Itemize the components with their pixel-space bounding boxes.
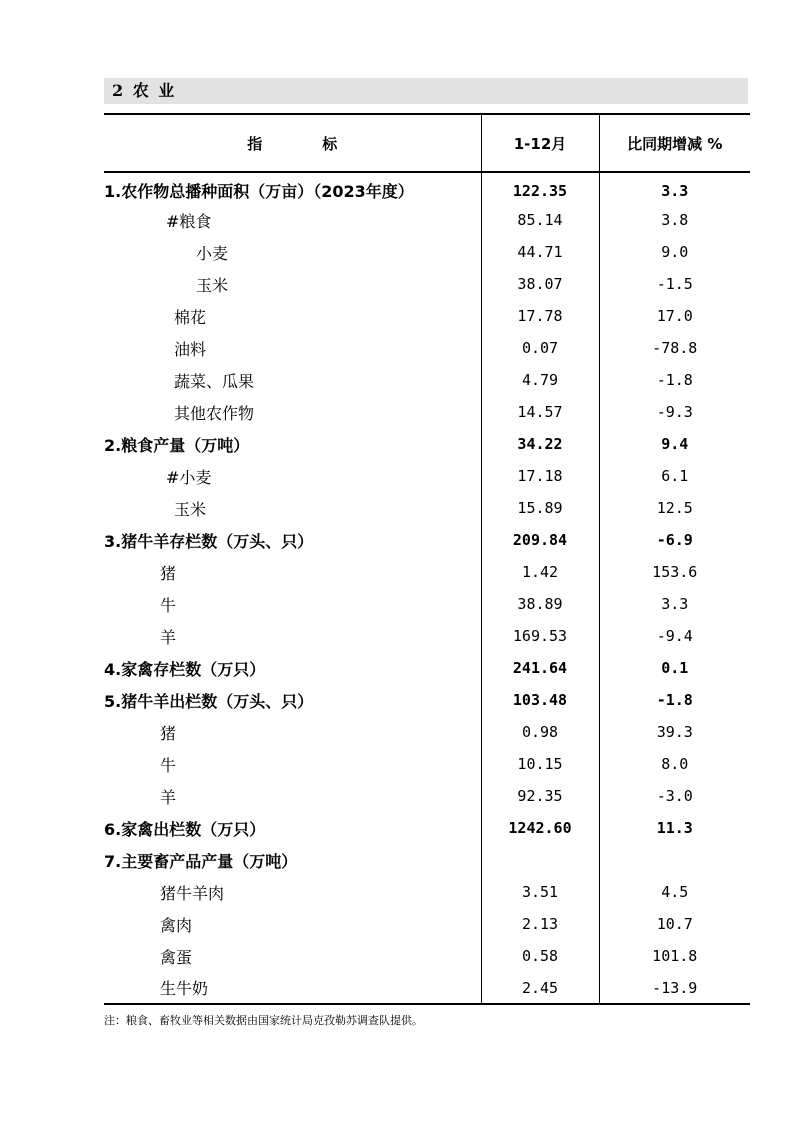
row-period-value: 0.07 <box>481 332 599 364</box>
row-change-value: 39.3 <box>656 723 693 741</box>
row-period-value: 0.98 <box>481 716 599 748</box>
row-change-value: 9.4 <box>661 435 689 453</box>
row-period-value: 38.89 <box>481 588 599 620</box>
row-indicator-name: 猪牛羊肉 <box>104 876 481 908</box>
row-indicator-name: #粮食 <box>104 204 481 236</box>
row-change-value: -1.8 <box>656 691 693 709</box>
row-indicator-name: 牛 <box>104 588 481 620</box>
row-indicator-name: 猪 <box>104 716 481 748</box>
table-row <box>104 428 750 460</box>
row-indicator-name: 生牛奶 <box>104 972 481 1004</box>
row-period-value: 14.57 <box>481 396 599 428</box>
row-period-value: 2.13 <box>481 908 599 940</box>
row-indicator-name: 棉花 <box>104 300 481 332</box>
table-row <box>104 524 750 556</box>
table-row <box>104 876 750 908</box>
table-row <box>104 204 750 236</box>
row-change-value: 17.0 <box>656 307 693 325</box>
header-period: 1-12月 <box>481 114 599 172</box>
row-indicator-name: 1.农作物总播种面积（万亩）（2023年度） <box>104 172 481 204</box>
table-row <box>104 780 750 812</box>
table-row <box>104 652 750 684</box>
table-row <box>104 940 750 972</box>
table-row <box>104 748 750 780</box>
header-change: 比同期增减 % <box>599 114 750 172</box>
table-row <box>104 172 750 204</box>
row-period-value: 241.64 <box>481 652 599 684</box>
row-period-value: 85.14 <box>481 204 599 236</box>
row-change-value: 11.3 <box>656 819 693 837</box>
table-row <box>104 684 750 716</box>
table-row <box>104 492 750 524</box>
row-change-value: -9.4 <box>656 627 693 645</box>
table-row <box>104 812 750 844</box>
row-indicator-name: 其他农作物 <box>104 396 481 428</box>
row-change-value: 12.5 <box>656 499 693 517</box>
row-period-value: 1.42 <box>481 556 599 588</box>
row-indicator-name: 小麦 <box>104 236 481 268</box>
row-indicator-name: #小麦 <box>104 460 481 492</box>
table-row <box>104 236 750 268</box>
table-row <box>104 908 750 940</box>
row-change-value: -1.5 <box>656 275 693 293</box>
row-period-value: 15.89 <box>481 492 599 524</box>
row-period-value: 1242.60 <box>481 812 599 844</box>
table-row <box>104 364 750 396</box>
row-change-value: 153.6 <box>652 563 698 581</box>
table-row <box>104 396 750 428</box>
row-change-value: 4.5 <box>661 883 689 901</box>
row-indicator-name: 禽肉 <box>104 908 481 940</box>
row-indicator-name: 4.家禽存栏数（万只） <box>104 652 481 684</box>
row-change-value: 0.1 <box>661 659 689 677</box>
table-row <box>104 844 750 876</box>
footnote: 注：粮食、畜牧业等相关数据由国家统计局克孜勒苏调查队提供。 <box>104 1014 423 1027</box>
row-indicator-name: 蔬菜、瓜果 <box>104 364 481 396</box>
row-change-value <box>599 844 750 876</box>
table-row <box>104 268 750 300</box>
row-indicator-name: 牛 <box>104 748 481 780</box>
table-row <box>104 460 750 492</box>
row-indicator-name: 2.粮食产量（万吨） <box>104 428 481 460</box>
row-indicator-name: 油料 <box>104 332 481 364</box>
table-row <box>104 972 750 1004</box>
row-indicator-name: 猪 <box>104 556 481 588</box>
row-period-value: 209.84 <box>481 524 599 556</box>
row-indicator-name: 玉米 <box>104 268 481 300</box>
row-indicator-name: 3.猪牛羊存栏数（万头、只） <box>104 524 481 556</box>
table-row <box>104 332 750 364</box>
row-indicator-name: 羊 <box>104 780 481 812</box>
row-change-value: -1.8 <box>656 371 693 389</box>
row-indicator-name: 5.猪牛羊出栏数（万头、只） <box>104 684 481 716</box>
row-period-value <box>481 844 599 876</box>
row-change-value: -6.9 <box>656 531 693 549</box>
table-row <box>104 588 750 620</box>
row-change-value: 3.8 <box>661 211 689 229</box>
row-period-value: 2.45 <box>481 972 599 1004</box>
row-change-value: 10.7 <box>656 915 693 933</box>
row-change-value: -78.8 <box>652 339 698 357</box>
row-period-value: 103.48 <box>481 684 599 716</box>
row-period-value: 3.51 <box>481 876 599 908</box>
row-change-value: -9.3 <box>656 403 693 421</box>
agriculture-table <box>104 113 750 1005</box>
row-change-value: 101.8 <box>652 947 698 965</box>
table-row <box>104 556 750 588</box>
row-change-value: 6.1 <box>661 467 689 485</box>
row-period-value: 44.71 <box>481 236 599 268</box>
table-body <box>104 172 750 1004</box>
section-title: 2 农 业 <box>104 78 748 104</box>
row-indicator-name: 羊 <box>104 620 481 652</box>
table-row <box>104 620 750 652</box>
row-change-value: -13.9 <box>599 972 750 1004</box>
row-period-value: 17.78 <box>481 300 599 332</box>
row-change-value: 3.3 <box>661 595 689 613</box>
row-change-value: 8.0 <box>661 755 689 773</box>
row-indicator-name: 禽蛋 <box>104 940 481 972</box>
row-period-value: 38.07 <box>481 268 599 300</box>
row-change-value: 9.0 <box>661 243 689 261</box>
row-indicator-name: 玉米 <box>104 492 481 524</box>
row-period-value: 92.35 <box>481 780 599 812</box>
row-indicator-name: 6.家禽出栏数（万只） <box>104 812 481 844</box>
row-period-value: 17.18 <box>481 460 599 492</box>
row-period-value: 169.53 <box>481 620 599 652</box>
row-change-value: 3.3 <box>661 181 689 200</box>
row-period-value: 4.79 <box>481 364 599 396</box>
row-change-value: -3.0 <box>656 787 693 805</box>
row-period-value: 34.22 <box>481 428 599 460</box>
table-header-row <box>104 114 750 172</box>
row-period-value: 122.35 <box>481 172 599 204</box>
row-period-value: 0.58 <box>481 940 599 972</box>
row-indicator-name: 7.主要畜产品产量（万吨） <box>104 844 481 876</box>
row-period-value: 10.15 <box>481 748 599 780</box>
table-row <box>104 716 750 748</box>
table-row <box>104 300 750 332</box>
header-indicator: 指 标 <box>104 114 481 172</box>
